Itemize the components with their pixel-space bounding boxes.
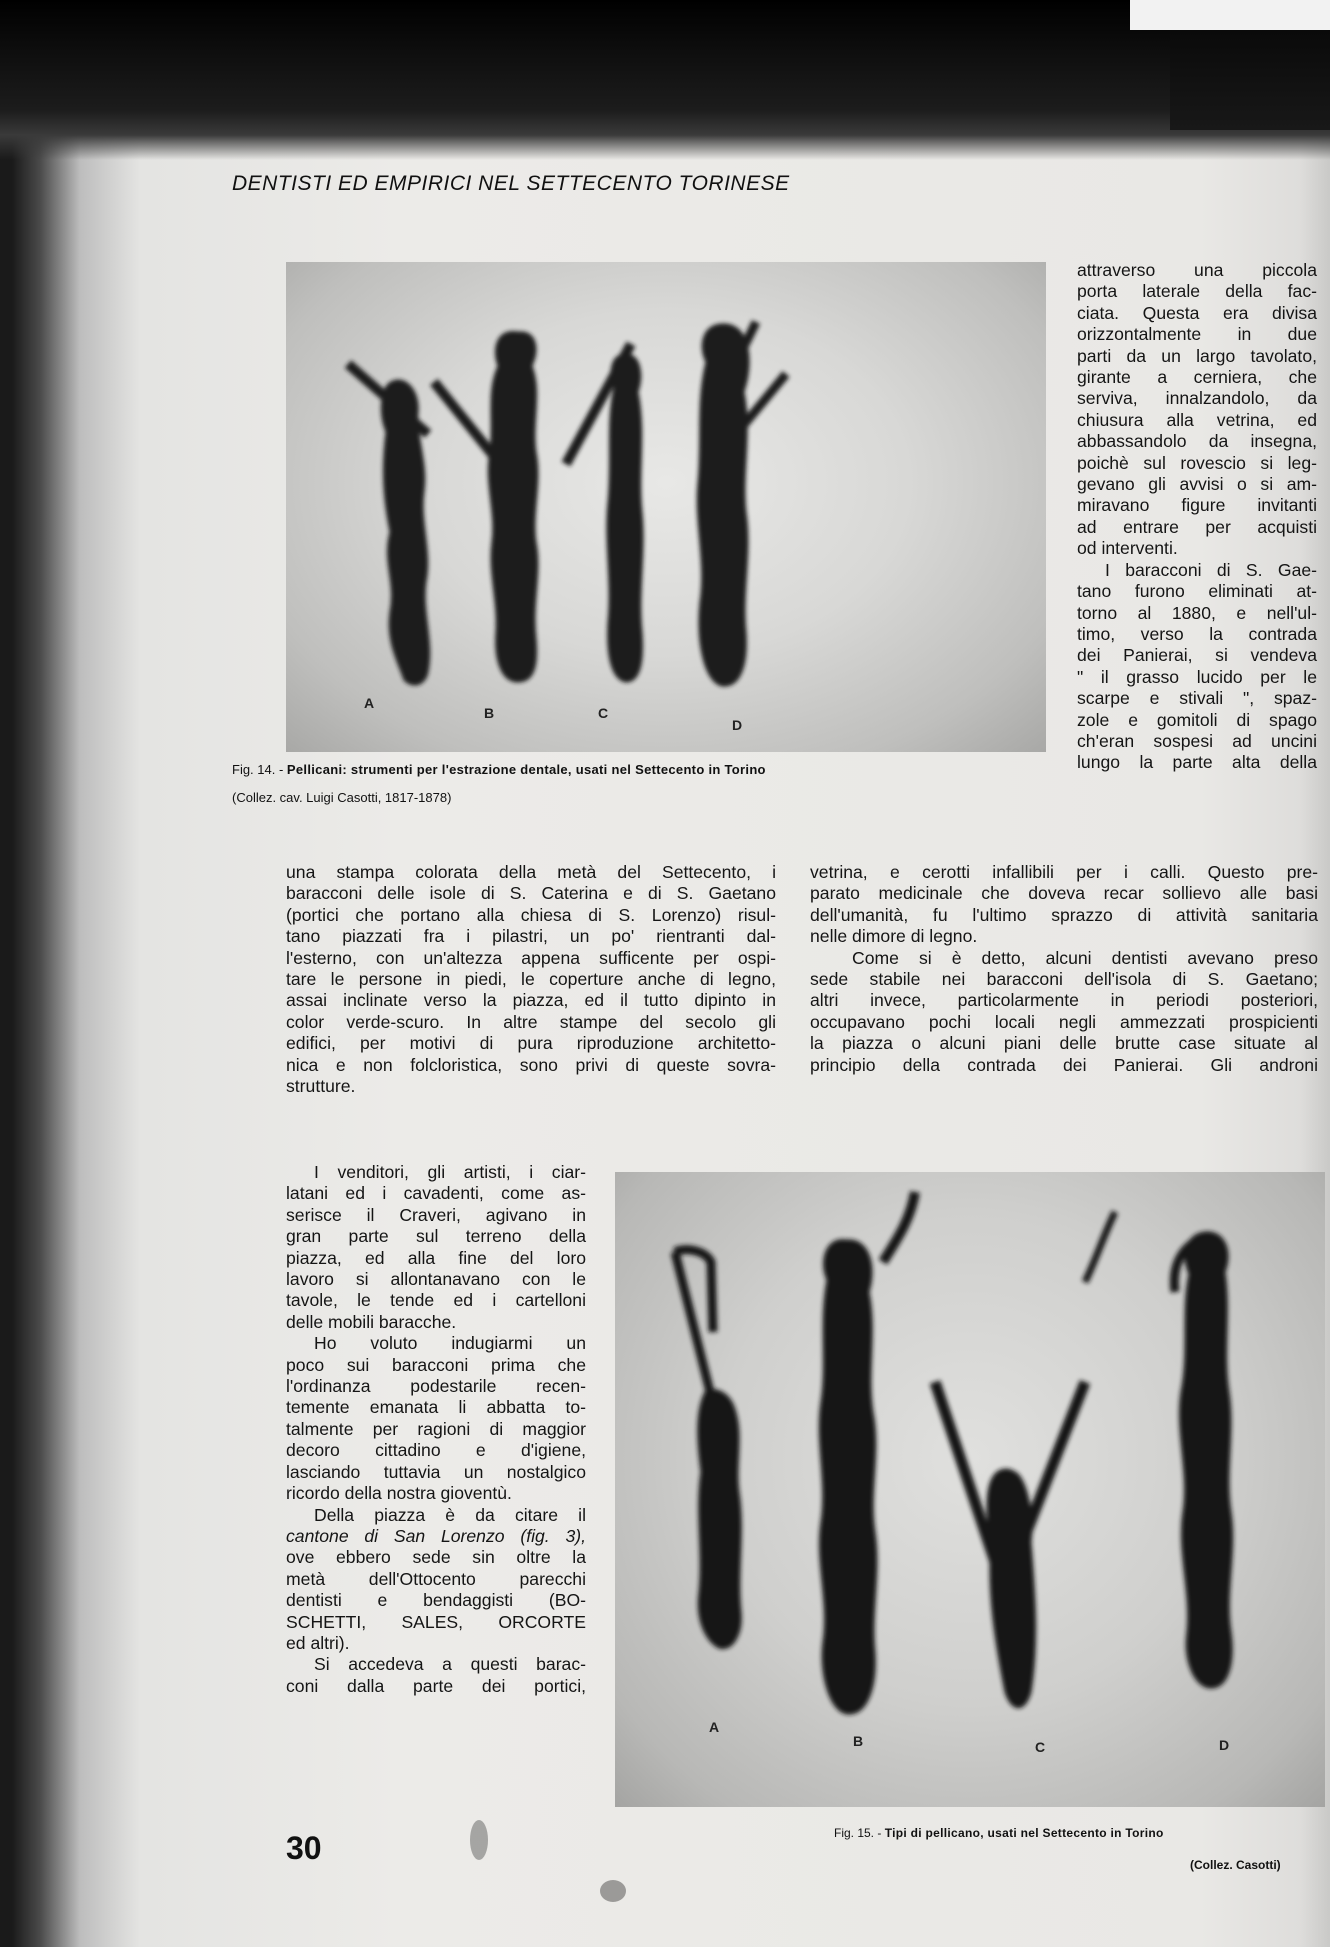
- figure-15-caption: [834, 1826, 1164, 1840]
- pellicano-types-image: [615, 1172, 1325, 1807]
- text-line: I venditori, gli artisti, i ciar-: [314, 1162, 586, 1182]
- text-line: porta laterale della fac-: [1077, 281, 1317, 302]
- text-line: la piazza o alcuni piani delle brutte case situate al: [810, 1033, 1318, 1054]
- text-line: girante a cerniera, che: [1077, 367, 1317, 388]
- text-line: principio della contrada dei Panierai. Gli androni: [810, 1054, 1318, 1075]
- text-line: ch'eran sospesi ad uncini: [1077, 730, 1317, 751]
- text-line: serisce il Craveri, agivano in: [286, 1204, 586, 1225]
- text-line: (portici che portano alla chiesa di S. Lorenzo) risul-: [286, 904, 776, 925]
- text-line: edifici, per motivi di pura riproduzione architetto-: [286, 1033, 776, 1054]
- text-line: serviva, innalzandolo, da: [1077, 388, 1317, 409]
- text-line: ed altri).: [286, 1632, 350, 1653]
- text-line: parato medicinale che doveva recar sollievo alle basi: [810, 883, 1318, 904]
- text-line: tavole, le tende ed i cartelloni: [286, 1290, 586, 1311]
- text-line: temente emanata li abbatta to-: [286, 1397, 586, 1418]
- text-line: attraverso una piccola: [1077, 260, 1317, 280]
- left-column-paragraph: [286, 862, 776, 1097]
- figure-14-label-c: C: [598, 705, 609, 721]
- text-line: Si accedeva a questi barac-: [314, 1654, 586, 1675]
- text-line: lavoro si allontanavano con le: [286, 1269, 586, 1290]
- scan-smudge: [600, 1880, 626, 1902]
- text-line: scarpe e stivali ", spaz-: [1077, 688, 1317, 709]
- text-line: occupavano pochi locali negli ammezzati prospicienti: [810, 1011, 1318, 1032]
- text-line: decoro cittadino e d'igiene,: [286, 1440, 586, 1461]
- text-line: piazza, ed alla fine del loro: [286, 1247, 586, 1268]
- text-line: Ho voluto indugiarmi un: [314, 1333, 586, 1354]
- text-line: baracconi delle isole di S. Caterina e di S. Gaetano: [286, 883, 776, 904]
- text-line: dei Panierai, si vendeva: [1077, 645, 1317, 666]
- text-line: ad entrare per acquisti: [1077, 516, 1317, 537]
- text-line: SCHETTI, SALES, ORCORTE: [286, 1611, 586, 1632]
- text-line: color verde-scuro. In altre stampe del secolo gli: [286, 1011, 776, 1032]
- text-line: dentisti e bendaggisti (BO-: [286, 1590, 586, 1611]
- text-line: abbassandolo da insegna,: [1077, 431, 1317, 452]
- text-line: I baracconi di S. Gae-: [1105, 559, 1317, 580]
- figure-15-caption-prefix: Fig. 15. -: [834, 1826, 885, 1840]
- text-line: chiusura alla vetrina, ed: [1077, 409, 1317, 430]
- figure-14-caption-prefix: Fig. 14. -: [232, 762, 287, 777]
- text-line: metà dell'Ottocento parecchi: [286, 1568, 586, 1589]
- figure-15-caption-title: Tipi di pellicano, usati nel Settecento in Torino: [884, 1826, 1164, 1840]
- text-line: coni dalla parte dei portici,: [286, 1675, 586, 1696]
- text-line: dell'umanità, fu l'ultimo sprazzo di attività sanitaria: [810, 904, 1318, 925]
- text-line: lungo la parte alta della: [1077, 752, 1317, 773]
- left-column-bottom: [286, 1162, 586, 1697]
- text-line: timo, verso la contrada: [1077, 623, 1317, 644]
- figure-15-label-d: D: [1219, 1737, 1230, 1753]
- figure-14-caption-title: Pellicani: strumenti per l'estrazione dentale, usati nel Settecento in Torino: [286, 762, 766, 777]
- text-line: Della piazza è da citare il: [314, 1504, 586, 1525]
- text-line: " il grasso lucido per le: [1077, 666, 1317, 687]
- text-line: orizzontalmente in due: [1077, 324, 1317, 345]
- text-line: l'ordinanza podestarile recen-: [286, 1376, 586, 1397]
- figure-14-photo: [286, 262, 1046, 752]
- text-line: parti da un largo tavolato,: [1077, 345, 1317, 366]
- figure-15-label-c: C: [1035, 1739, 1046, 1755]
- figure-15-caption-source: (Collez. Casotti): [1190, 1858, 1281, 1872]
- text-line: talmente per ragioni di maggior: [286, 1418, 586, 1439]
- figure-14-label-a: A: [364, 695, 375, 711]
- text-line: vetrina, e cerotti infallibili per i calli. Questo pre-: [810, 862, 1318, 882]
- figure-14-label-d: D: [732, 717, 743, 733]
- running-head: DENTISTI ED EMPIRICI NEL SETTECENTO TORINESE: [232, 172, 790, 195]
- text-line: nica e non folcloristica, sono privi di queste sovra-: [286, 1054, 776, 1075]
- text-line: Come si è detto, alcuni dentisti avevano preso: [852, 947, 1318, 968]
- text-line: gevano gli avvisi o si am-: [1077, 474, 1317, 495]
- figure-15-label-a: A: [709, 1719, 720, 1735]
- text-line: poichè sul rovescio si leg-: [1077, 452, 1317, 473]
- text-line: sede stabile nei baracconi dell'isola di S. Gaetano;: [810, 969, 1318, 990]
- text-line: una stampa colorata della metà del Settecento, i: [286, 862, 776, 882]
- text-line: torno al 1880, e nell'ul-: [1077, 602, 1317, 623]
- scan-smudge: [470, 1820, 488, 1860]
- page-number: 30: [286, 1830, 322, 1866]
- text-line: l'esterno, con un'altezza appena sufficente per ospi-: [286, 947, 776, 968]
- text-line: tare le persone in piedi, le coperture anche di legno,: [286, 969, 776, 990]
- text-line: tano piazzati fra i pilastri, un po' rientranti dal-: [286, 926, 776, 947]
- scan-dark-border: [0, 0, 1330, 160]
- text-line: latani ed i cavadenti, come as-: [286, 1183, 586, 1204]
- text-line: assai inclinate verso la piazza, ed il tutto dipinto in: [286, 990, 776, 1011]
- text-line: poco sui baracconi prima che: [286, 1354, 586, 1375]
- text-line: delle mobili baracche.: [286, 1311, 457, 1332]
- pellicani-instruments-image: [286, 262, 1046, 752]
- text-line: strutture.: [286, 1076, 356, 1097]
- text-line: tano furono eliminati at-: [1077, 581, 1317, 602]
- right-column-top: [1077, 260, 1317, 774]
- text-line: od interventi.: [1077, 538, 1178, 559]
- text-line: ove ebbero sede sin oltre la: [286, 1547, 586, 1568]
- text-line: ciata. Questa era divisa: [1077, 302, 1317, 323]
- text-line: cantone di San Lorenzo (fig. 3),: [286, 1525, 586, 1546]
- figure-14-caption-source: (Collez. cav. Luigi Casotti, 1817-1878): [232, 790, 452, 805]
- figure-14-label-b: B: [484, 705, 495, 721]
- text-line: zole e gomitoli di spago: [1077, 709, 1317, 730]
- text-line: miravano figure invitanti: [1077, 495, 1317, 516]
- text-line: nelle dimore di legno.: [810, 926, 978, 947]
- text-line: gran parte sul terreno della: [286, 1226, 586, 1247]
- figure-15-label-b: B: [853, 1733, 864, 1749]
- text-line: lasciando tuttavia un nostalgico: [286, 1461, 586, 1482]
- right-column-paragraph: [810, 862, 1318, 1076]
- figure-15-photo: [615, 1172, 1325, 1807]
- text-line: ricordo della nostra gioventù.: [286, 1483, 512, 1504]
- figure-14-caption: [232, 762, 766, 777]
- text-line: altri invece, particolarmente in periodi posteriori,: [810, 990, 1318, 1011]
